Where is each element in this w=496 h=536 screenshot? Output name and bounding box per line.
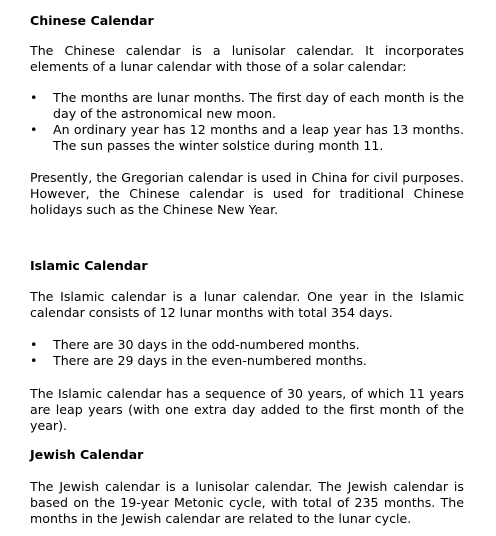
list-item	[30, 122, 464, 154]
bullet-icon: •	[30, 353, 38, 368]
bullet-icon: •	[30, 122, 38, 137]
bullet-icon: •	[30, 90, 38, 105]
list-item	[30, 353, 464, 369]
list-item	[30, 337, 464, 353]
paragraph-chinese-intro: The Chinese calendar is a lunisolar calendar. It incorporates elements of a lunar calendar with those of a solar calendar:	[30, 43, 464, 74]
list-item-text: There are 30 days in the odd-numbered months.	[53, 337, 360, 352]
paragraph-jewish-intro: The Jewish calendar is a lunisolar calendar. The Jewish calendar is based on the 19-year Metonic cycle, with total of 235 months. The months in the Jewish calendar are related to the lunar cycle.	[30, 479, 464, 526]
section-title-jewish-calendar: Jewish Calendar	[30, 447, 144, 462]
paragraph-chinese-closing: Presently, the Gregorian calendar is used in China for civil purposes. However, the Chinese calendar is used for traditional Chinese holidays such as the Chinese New Year.	[30, 170, 464, 217]
list-item-text: An ordinary year has 12 months and a leap year has 13 months. The sun passes the winter solstice during month 11.	[53, 122, 464, 153]
paragraph-islamic-closing: The Islamic calendar has a sequence of 30 years, of which 11 years are leap years (with one extra day added to the first month of the year).	[30, 386, 464, 433]
bullet-list-islamic	[30, 337, 464, 369]
list-item	[30, 90, 464, 122]
section-title-islamic-calendar: Islamic Calendar	[30, 258, 148, 273]
paragraph-islamic-intro: The Islamic calendar is a lunar calendar. One year in the Islamic calendar consists of 12 lunar months with total 354 days.	[30, 289, 464, 320]
bullet-list-chinese	[30, 90, 464, 154]
list-item-text: There are 29 days in the even-numbered months.	[53, 353, 367, 368]
section-title-chinese-calendar: Chinese Calendar	[30, 13, 154, 28]
list-item-text: The months are lunar months. The first day of each month is the day of the astronomical new moon.	[53, 90, 464, 121]
article	[30, 10, 464, 527]
bullet-icon: •	[30, 337, 38, 352]
